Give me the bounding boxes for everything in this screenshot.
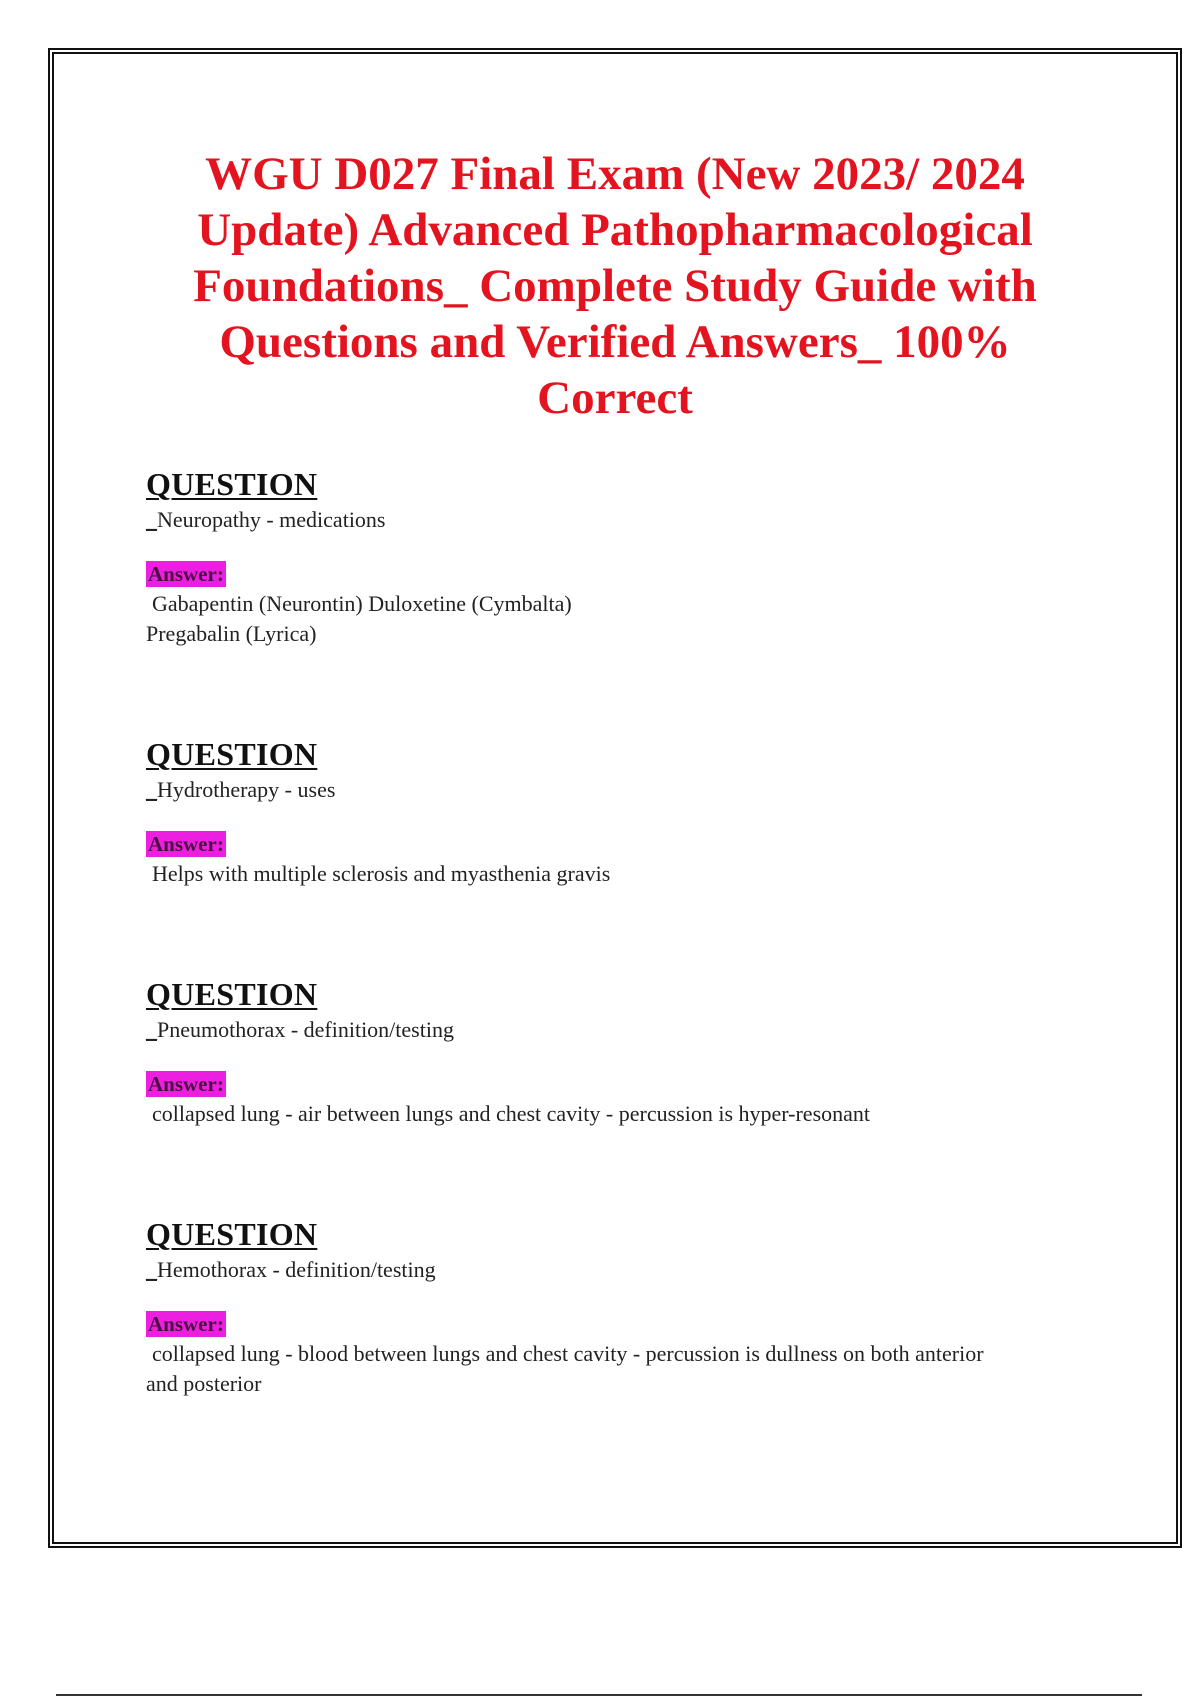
question-body: Pneumothorax - definition/testing	[157, 1017, 454, 1042]
answer-label: Answer:	[148, 562, 224, 586]
answer-label: Answer:	[148, 832, 224, 856]
qa-item-4	[146, 1217, 1096, 1399]
answer-line-1: collapsed lung - blood between lungs and chest cavity - percussion is dullness on both anterior	[152, 1341, 984, 1366]
qa-item-1	[146, 467, 1096, 649]
answer-text	[146, 1339, 1096, 1369]
answer-line-2: and posterior	[146, 1371, 262, 1396]
question-heading: QUESTION	[146, 736, 318, 772]
question-lead: _	[146, 507, 157, 532]
answer-line-1: collapsed lung - air between lungs and chest cavity - percussion is hyper-resonant	[152, 1101, 871, 1126]
question-heading: QUESTION	[146, 1216, 318, 1252]
answer-text-continued	[146, 619, 1096, 649]
answer-text	[146, 1099, 1096, 1129]
question-body: Hemothorax - definition/testing	[157, 1257, 436, 1282]
question-lead: _	[146, 777, 157, 802]
question-text	[146, 1015, 1096, 1045]
question-heading: QUESTION	[146, 466, 318, 502]
question-text	[146, 1255, 1096, 1285]
question-heading: QUESTION	[146, 976, 318, 1012]
answer-text	[146, 859, 1096, 889]
question-text	[146, 775, 1096, 805]
answer-label: Answer:	[148, 1312, 224, 1336]
page-border	[48, 48, 1182, 1548]
qa-item-3	[146, 977, 1096, 1129]
answer-line-2: Pregabalin (Lyrica)	[146, 621, 317, 646]
answer-label: Answer:	[148, 1072, 224, 1096]
page-content	[54, 54, 1176, 1542]
answer-text-continued	[146, 1369, 1096, 1399]
question-body: Neuropathy - medications	[157, 507, 386, 532]
question-body: Hydrotherapy - uses	[157, 777, 336, 802]
answer-line-1: Gabapentin (Neurontin) Duloxetine (Cymbalta)	[152, 591, 572, 616]
answer-text	[146, 589, 1096, 619]
qa-item-2	[146, 737, 1096, 889]
answer-line-1: Helps with multiple sclerosis and myasthenia gravis	[152, 861, 611, 886]
document-title: WGU D027 Final Exam (New 2023/ 2024 Update) Advanced Pathopharmacological Foundations_ Complete Study Guide with Questions and Verified Answers_ 100% Correct	[193, 148, 1037, 424]
footer-divider	[56, 1694, 1142, 1696]
question-text	[146, 505, 1096, 535]
question-lead: _	[146, 1017, 157, 1042]
question-lead: _	[146, 1257, 157, 1282]
